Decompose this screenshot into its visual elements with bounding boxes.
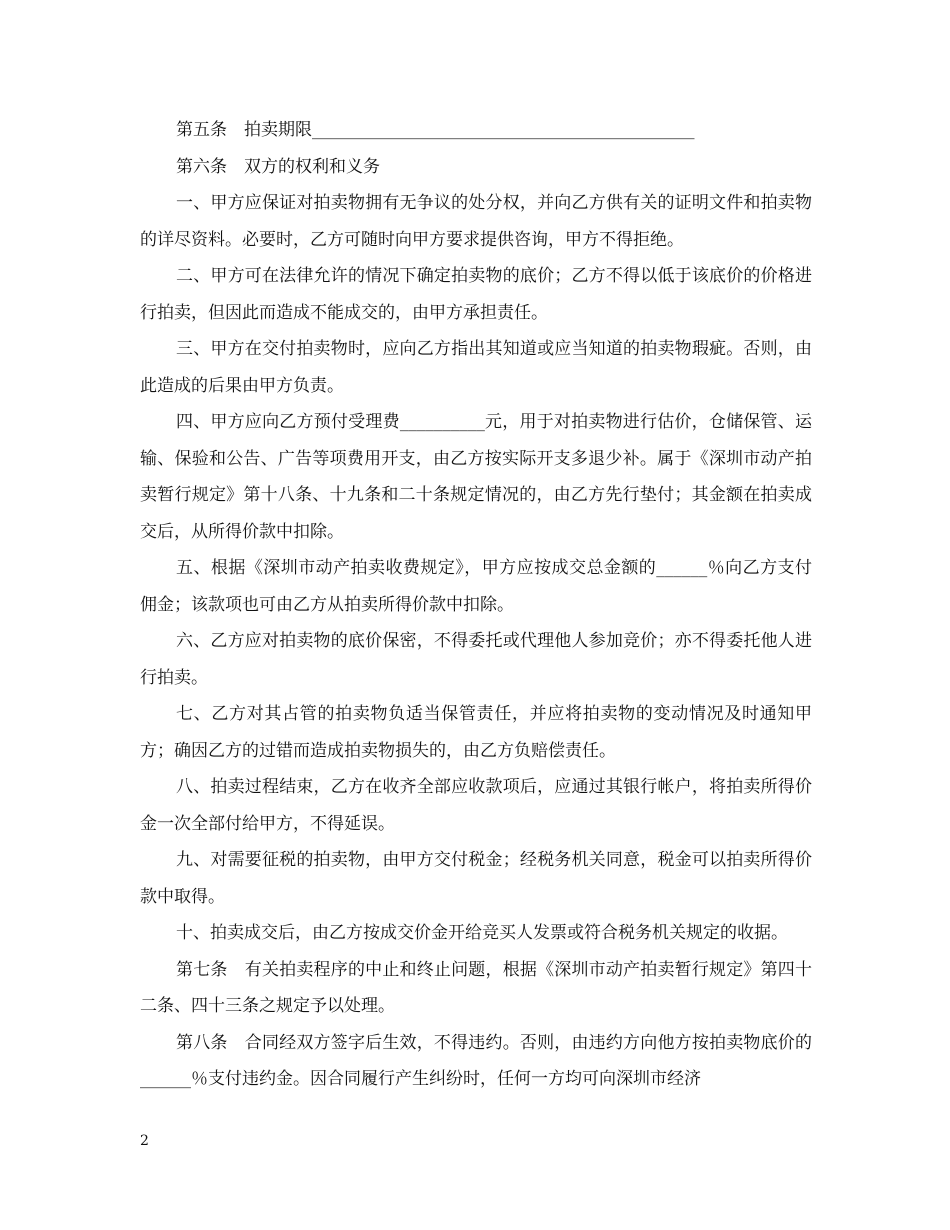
document-body — [140, 112, 812, 1098]
article-6-heading: 第六条 双方的权利和义务 — [176, 156, 380, 177]
clause-5: 五、根据《深圳市动产拍卖收费规定》，甲方应按成交总金额的______％向乙方支付佣金；该款项也可由乙方从拍卖所得价款中扣除。 — [140, 558, 812, 615]
clause-1: 一、甲方应保证对拍卖物拥有无争议的处分权，并向乙方供有关的证明文件和拍卖物的详尽资料。必要时，乙方可随时向甲方要求提供咨询，甲方不得拒绝。 — [140, 193, 812, 250]
article-7: 第七条 有关拍卖程序的中止和终止问题，根据《深圳市动产拍卖暂行规定》第四十二条、四十三条之规定予以处理。 — [140, 959, 812, 1016]
clause-8: 八、拍卖过程结束，乙方在收齐全部应收款项后，应通过其银行帐户，将拍卖所得价金一次全部付给甲方，不得延误。 — [140, 777, 812, 834]
page-number: 2 — [140, 1133, 149, 1149]
article-8: 第八条 合同经双方签字后生效，不得违约。否则，由违约方向他方按拍卖物底价的______％支付违约金。因合同履行产生纠纷时，任何一方均可向深圳市经济 — [140, 1032, 812, 1089]
clause-7: 七、乙方对其占管的拍卖物负适当保管责任，并应将拍卖物的变动情况及时通知甲方；确因乙方的过错而造成拍卖物损失的，由乙方负赔偿责任。 — [140, 704, 812, 761]
article-5-auction-period: 第五条 拍卖期限_____________________________________________ — [176, 120, 695, 140]
clause-3: 三、甲方在交付拍卖物时，应向乙方指出其知道或应当知道的拍卖物瑕疵。否则，由此造成的后果由甲方负责。 — [140, 339, 812, 396]
clause-6: 六、乙方应对拍卖物的底价保密，不得委托或代理他人参加竞价；亦不得委托他人进行拍卖。 — [140, 631, 812, 688]
clause-4: 四、甲方应向乙方预付受理费__________元，用于对拍卖物进行估价，仓储保管、运输、保验和公告、广告等项费用开支，由乙方按实际开支多退少补。属于《深圳市动产拍卖暂行规定》第十八条、十九条和二十条规定情况的，由乙方先行垫付；其金额在拍卖成交后，从所得价款中扣除。 — [140, 412, 812, 542]
clause-9: 九、对需要征税的拍卖物，由甲方交付税金；经税务机关同意，税金可以拍卖所得价款中取得。 — [140, 850, 812, 907]
clause-2: 二、甲方可在法律允许的情况下确定拍卖物的底价；乙方不得以低于该底价的价格进行拍卖，但因此而造成不能成交的，由甲方承担责任。 — [140, 266, 812, 323]
clause-10: 十、拍卖成交后，由乙方按成交价金开给竞买人发票或符合税务机关规定的收据。 — [176, 923, 788, 943]
